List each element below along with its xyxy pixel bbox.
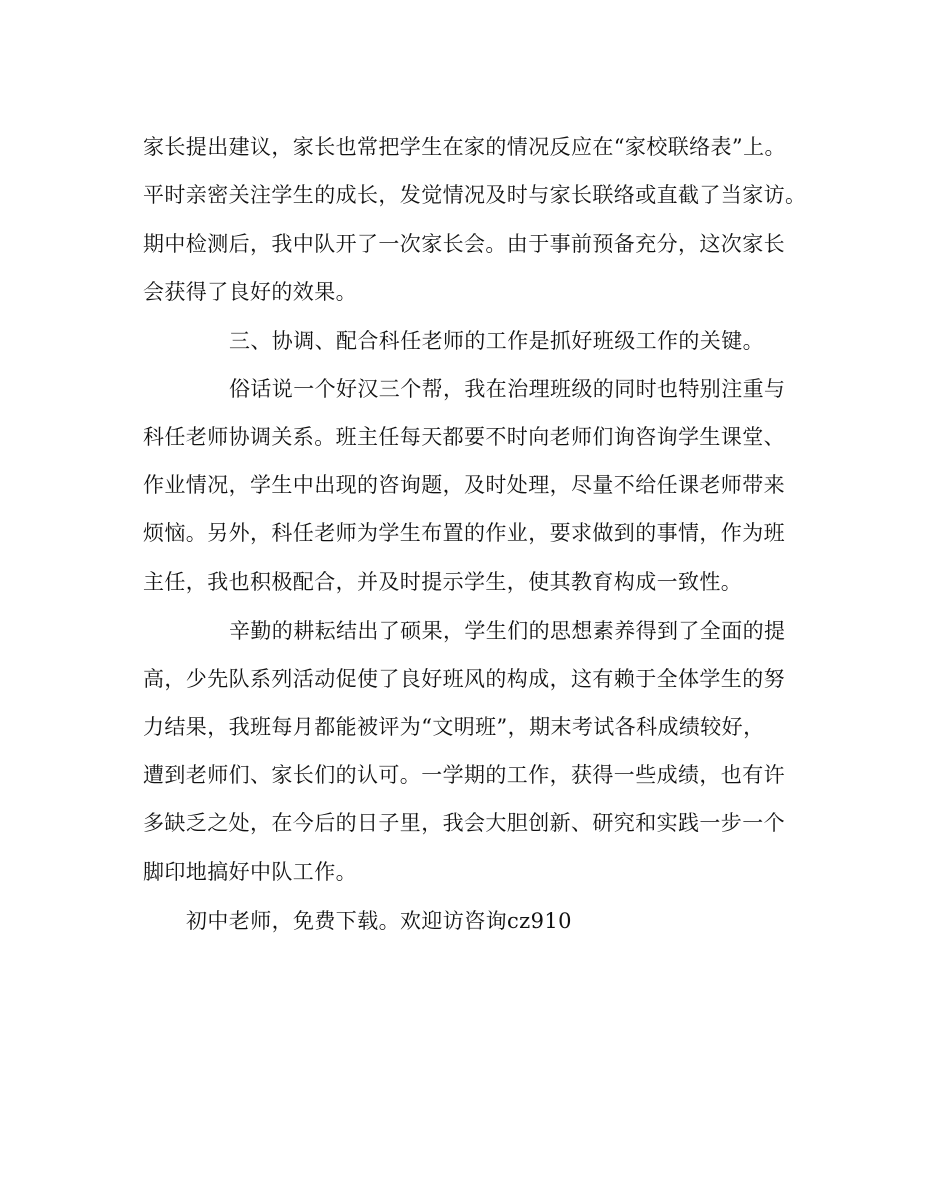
text-line: 会获得了良好的效果。	[143, 280, 357, 304]
text-line: 烦恼。另外，科任老师为学生布置的作业，要求做到的事情，作为班	[143, 521, 785, 545]
text-line: 力结果，我班每月都能被评为“文明班”，期末考试各科成绩较好，	[143, 715, 765, 739]
text-line: 平时亲密关注学生的成长，发觉情况及时与家长联络或直截了当家访。	[143, 183, 807, 207]
text-line: 期中检测后，我中队开了一次家长会。由于事前预备充分，这次家长	[143, 232, 785, 256]
text-line: 辛勤的耕耘结出了硕果，学生们的思想素养得到了全面的提	[229, 619, 786, 643]
text-line: 遭到老师们、家长们的认可。一学期的工作，获得一些成绩，也有许	[143, 763, 785, 787]
text-line: 家长提出建议，家长也常把学生在家的情况反应在“家校联络表”上。	[143, 135, 786, 159]
text-line: 作业情况，学生中出现的咨询题，及时处理，尽量不给任课老师带来	[143, 473, 785, 497]
text-line: 脚印地搞好中队工作。	[143, 860, 357, 884]
section-heading: 三、协调、配合科任老师的工作是抓好班级工作的关键。	[229, 329, 764, 353]
text-line: 主任，我也积极配合，并及时提示学生，使其教育构成一致性。	[143, 570, 743, 594]
footer-note: 初中老师，免费下载。欢迎访咨询cz910	[186, 909, 572, 933]
text-line: 俗话说一个好汉三个帮，我在治理班级的同时也特别注重与	[229, 377, 786, 401]
text-line: 高，少先队系列活动促使了良好班风的构成，这有赖于全体学生的努	[143, 667, 785, 691]
text-line: 科任老师协调关系。班主任每天都要不时向老师们询咨询学生课堂、	[143, 425, 785, 449]
text-line: 多缺乏之处，在今后的日子里，我会大胆创新、研究和实践一步一个	[143, 811, 785, 835]
